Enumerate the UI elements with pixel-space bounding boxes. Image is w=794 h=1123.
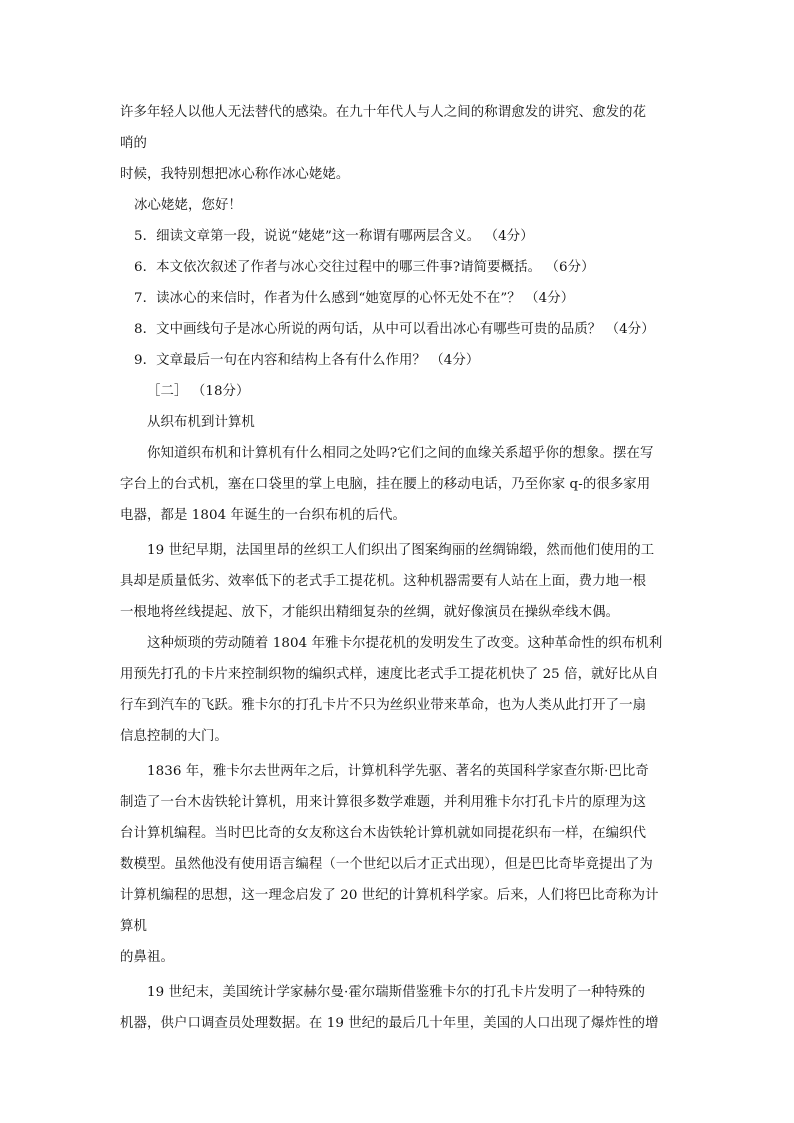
text-line: 冰心姥姥，您好！ <box>134 198 242 213</box>
text-line: 1836 年，雅卡尔去世两年之后，计算机科学先驱、著名的英国科学家查尔斯·巴比奇 <box>147 764 649 779</box>
question-5: 5．细读文章第一段，说说“姥姥”这一称谓有哪两层含义。 （4分） <box>134 229 534 244</box>
text-line: 的鼻祖。 <box>120 950 174 965</box>
section-heading: ［二］ （18分） <box>147 384 250 399</box>
text-line: 数模型。虽然他没有使用语言编程（一个世纪以后才正式出现），但是巴比奇毕竟提出了为 <box>120 857 653 872</box>
question-7: 7．读冰心的来信时，作者为什么感到“她宽厚的心怀无处不在”？ （4分） <box>134 291 575 306</box>
text-line: 19 世纪末，美国统计学家赫尔曼·霍尔瑞斯借鉴雅卡尔的打孔卡片发明了一种特殊的 <box>147 985 646 1000</box>
text-line: 电器，都是 1804 年诞生的一台织布机的后代。 <box>120 508 407 523</box>
text-line: 许多年轻人以他人无法替代的感染。在九十年代人与人之间的称谓愈发的讲究、愈发的花 <box>120 105 647 120</box>
text-line: 算机 <box>120 919 147 934</box>
text-line: 这种烦琐的劳动随着 1804 年雅卡尔提花机的发明发生了改变。这种革命性的织布机利 <box>147 636 663 651</box>
text-line: 字台上的台式机，塞在口袋里的掌上电脑，挂在腰上的移动电话，乃至你家 q-的很多家用 <box>120 477 651 492</box>
text-line: 制造了一台木齿铁轮计算机，用来计算很多数学难题，并利用雅卡尔打孔卡片的原理为这 <box>120 795 647 810</box>
text-line: 台计算机编程。当时巴比奇的女友称这台木齿铁轮计算机就如同提花织布一样，在编织代 <box>120 826 647 841</box>
text-line: 用预先打孔的卡片来控制织物的编织式样，速度比老式手工提花机快了 25 倍，就好比从自 <box>120 667 659 682</box>
article-title: 从织布机到计算机 <box>147 415 255 430</box>
text-line: 机器，供户口调查员处理数据。在 19 世纪的最后几十年里，美国的人口出现了爆炸性的增 <box>120 1016 659 1031</box>
question-9: 9．文章最后一句在内容和结构上各有什么作用？ （4分） <box>134 353 480 368</box>
text-line: 信息控制的大门。 <box>120 729 228 744</box>
text-line: 19 世纪早期，法国里昂的丝织工人们织出了图案绚丽的丝绸锦缎，然而他们使用的工 <box>147 543 655 558</box>
text-line: 行车到汽车的飞跃。雅卡尔的打孔卡片不只为丝织业带来革命，也为人类从此打开了一扇 <box>120 698 647 713</box>
text-line: 一根地将丝线提起、放下，才能织出精细复杂的丝绸，就好像演员在操纵牵线木偶。 <box>120 605 620 620</box>
text-line: 计算机编程的思想，这一理念启发了 20 世纪的计算机科学家。后来，人们将巴比奇称为计 <box>120 888 659 903</box>
text-line: 时候，我特别想把冰心称作冰心姥姥。 <box>120 167 350 182</box>
question-6: 6．本文依次叙述了作者与冰心交往过程中的哪三件事?请简要概括。 （6分） <box>134 260 595 275</box>
text-line: 你知道织布机和计算机有什么相同之处吗?它们之间的血缘关系超乎你的想象。摆在写 <box>147 446 654 461</box>
text-line: 具却是质量低劣、效率低下的老式手工提花机。这种机器需要有人站在上面，费力地一根 <box>120 574 647 589</box>
text-line: 哨的 <box>120 136 147 151</box>
question-8: 8．文中画线句子是冰心所说的两句话，从中可以看出冰心有哪些可贵的品质？ （4分） <box>134 322 655 337</box>
